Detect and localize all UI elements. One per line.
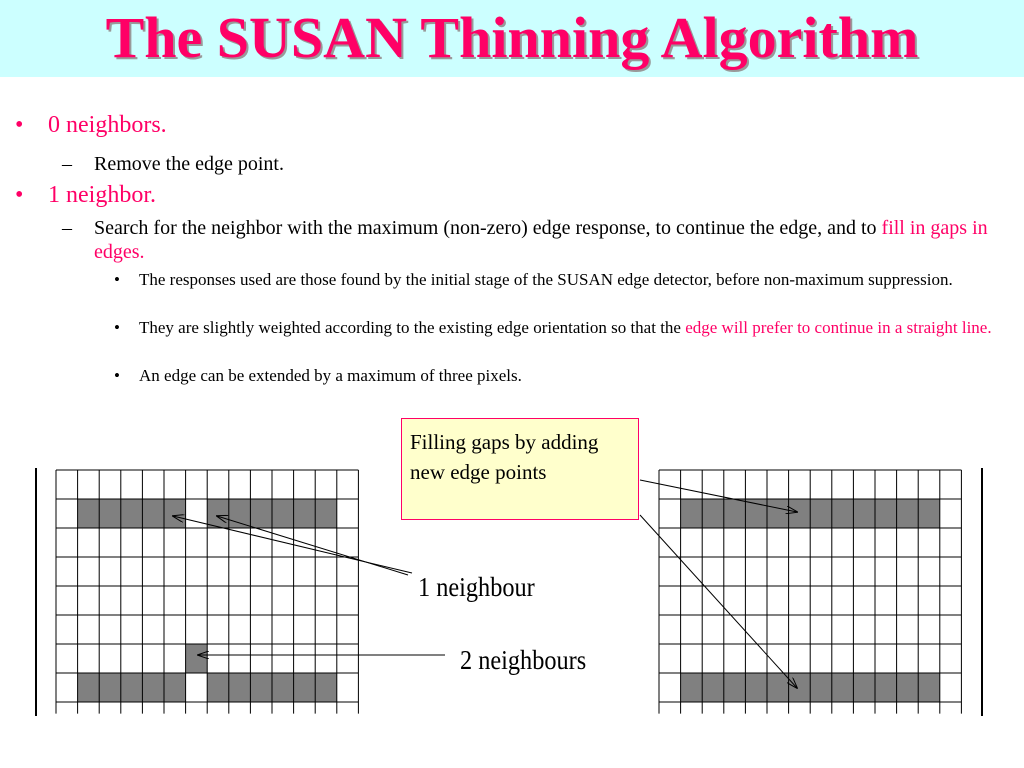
edge-pixel [121, 499, 143, 528]
bullet-marker: • [114, 318, 120, 337]
edge-pixel [767, 673, 789, 702]
edge-pixel [875, 673, 897, 702]
edge-pixel [78, 673, 100, 702]
right-pixel-grid [659, 470, 961, 714]
slide-title: The SUSAN Thinning Algorithm [105, 5, 919, 70]
edge-pixel [789, 673, 811, 702]
edge-pixel [853, 499, 875, 528]
edge-pixel [272, 673, 294, 702]
edge-pixel [142, 499, 164, 528]
edge-pixel [164, 499, 186, 528]
bullet-text-highlight: edge will prefer to continue in a straight line. [685, 318, 992, 337]
edge-pixel [832, 673, 854, 702]
edge-pixel [99, 499, 121, 528]
edge-pixel [918, 673, 940, 702]
edge-pixel [767, 499, 789, 528]
bullet-text-plain: Search for the neighbor with the maximum (non-zero) edge response, to continue the edge, and to [94, 217, 882, 239]
edge-pixel [186, 644, 208, 673]
edge-pixel [745, 673, 767, 702]
edge-pixel [875, 499, 897, 528]
edge-pixel [229, 673, 251, 702]
left-pixel-grid [56, 470, 358, 714]
callout-box: Filling gaps by adding new edge points [401, 418, 639, 520]
bullet-marker: • [114, 366, 120, 385]
edge-pixel [294, 673, 316, 702]
bullet-marker: – [62, 217, 72, 239]
bullet-marker: • [114, 270, 120, 289]
bullet-text-highlight: fill in gaps in edges. [94, 217, 988, 263]
edge-pixel [164, 673, 186, 702]
edge-pixel [853, 673, 875, 702]
bullet-marker: • [15, 112, 24, 138]
bullet-text: 1 neighbor. [48, 182, 156, 208]
bullet-marker: • [15, 182, 24, 208]
bullet-text-plain: They are slightly weighted according to the existing edge orientation so that the [139, 318, 686, 337]
edge-pixel [315, 673, 337, 702]
edge-pixel [207, 499, 229, 528]
edge-pixel [724, 673, 746, 702]
bullet-marker: – [62, 153, 72, 175]
bullet-text: The responses used are those found by the initial stage of the SUSAN edge detector, before non-maximum suppression. [139, 270, 953, 289]
bullet-text: 0 neighbors. [48, 112, 167, 138]
edge-pixel [294, 499, 316, 528]
edge-pixel [681, 673, 703, 702]
gap-fill-arrow-bottom [640, 515, 797, 688]
edge-pixel [78, 499, 100, 528]
edge-pixel [810, 673, 832, 702]
one-neighbour-label: 1 neighbour [418, 572, 535, 602]
edge-pixel [810, 499, 832, 528]
edge-pixel [142, 673, 164, 702]
edge-pixel [702, 673, 724, 702]
edge-pixel [702, 499, 724, 528]
edge-pixel [681, 499, 703, 528]
edge-pixel [315, 499, 337, 528]
edge-pixel [918, 499, 940, 528]
edge-pixel [99, 673, 121, 702]
bullet-text: An edge can be extended by a maximum of three pixels. [139, 366, 522, 385]
edge-pixel [229, 499, 251, 528]
edge-pixel [724, 499, 746, 528]
edge-pixel [207, 673, 229, 702]
edge-pixel [832, 499, 854, 528]
edge-pixel [272, 499, 294, 528]
two-neighbours-label: 2 neighbours [460, 645, 587, 675]
edge-pixel [121, 673, 143, 702]
edge-pixel [250, 673, 272, 702]
bullet-text: Remove the edge point. [94, 153, 284, 175]
edge-pixel [250, 499, 272, 528]
edge-pixel [789, 499, 811, 528]
edge-pixel [897, 673, 919, 702]
edge-pixel [897, 499, 919, 528]
